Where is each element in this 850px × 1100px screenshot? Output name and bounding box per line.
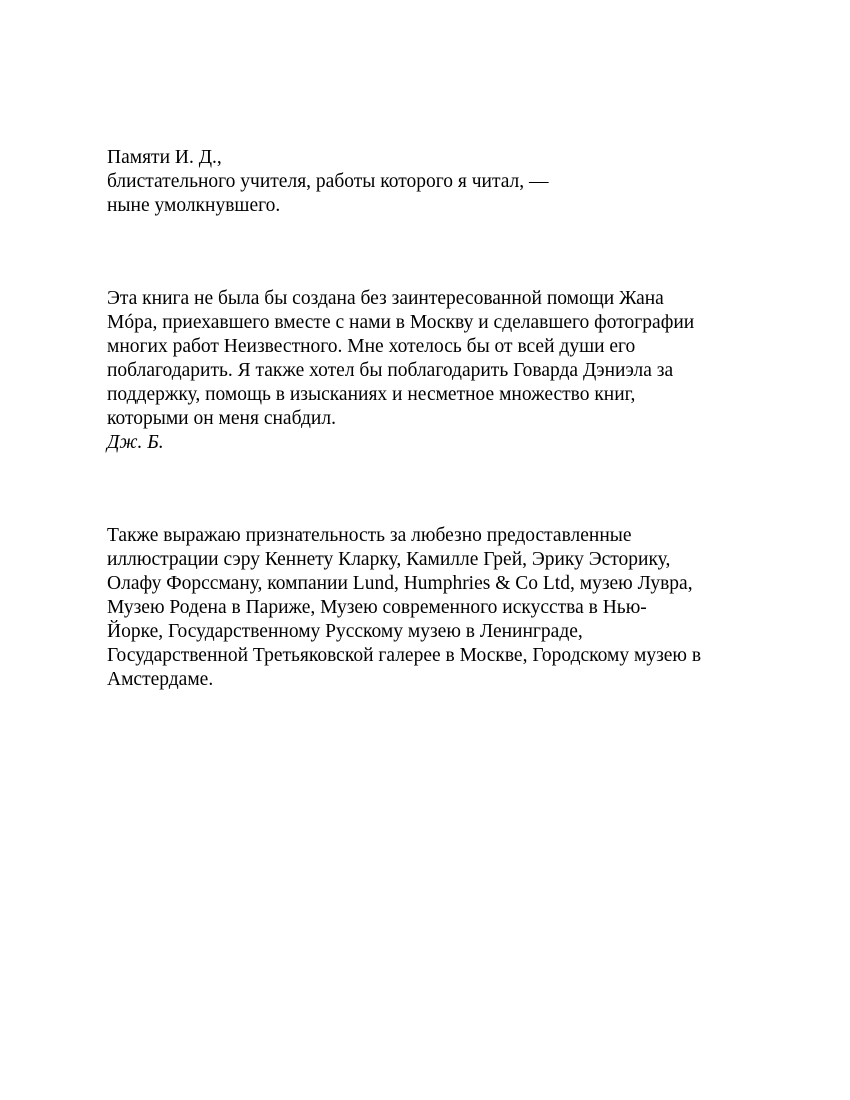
illustration-thanks-paragraph — [107, 524, 701, 692]
dedication — [107, 146, 757, 218]
thanks-line: Также выражаю признательность за любезно предоставленные — [107, 525, 632, 546]
acknowledgement-line: поблагодарить. Я также хотел бы поблагодарить Говарда Дэниэла за — [107, 360, 674, 381]
thanks-line: Государственной Третьяковской галерее в Москве, Городскому музею в — [107, 645, 702, 666]
document-page — [107, 146, 757, 690]
acknowledgement-line: которыми он меня снабдил. — [107, 408, 336, 429]
acknowledgement-line: многих работ Неизвестного. Мне хотелось бы от всей души его — [107, 336, 636, 357]
thanks-line: Олафу Форссману, компании Lund, Humphries & Co Ltd, музею Лувра, — [107, 573, 693, 594]
author-signature: Дж. Б. — [107, 432, 164, 453]
acknowledgement-paragraph — [107, 287, 694, 455]
dedication-line: ныне умолкнувшего. — [107, 195, 281, 216]
acknowledgement-line: Мóра, приехавшего вместе с нами в Москву и сделавшего фотографии — [107, 312, 695, 333]
dedication-line: блистательного учителя, работы которого я читал, — — [107, 171, 549, 192]
thanks-line: иллюстрации сэру Кеннету Кларку, Камилле Грей, Эрику Эсторику, — [107, 549, 671, 570]
acknowledgement-line: поддержку, помощь в изысканиях и несметное множество книг, — [107, 384, 636, 405]
acknowledgement-line: Эта книга не была бы создана без заинтересованной помощи Жана — [107, 288, 664, 309]
thanks-line: Йорке, Государственному Русскому музею в Ленинграде, — [107, 621, 583, 642]
dedication-line: Памяти И. Д., — [107, 147, 222, 168]
thanks-line: Музею Родена в Париже, Музею современного искусства в Нью- — [107, 597, 647, 618]
thanks-line: Амстердаме. — [107, 669, 214, 690]
